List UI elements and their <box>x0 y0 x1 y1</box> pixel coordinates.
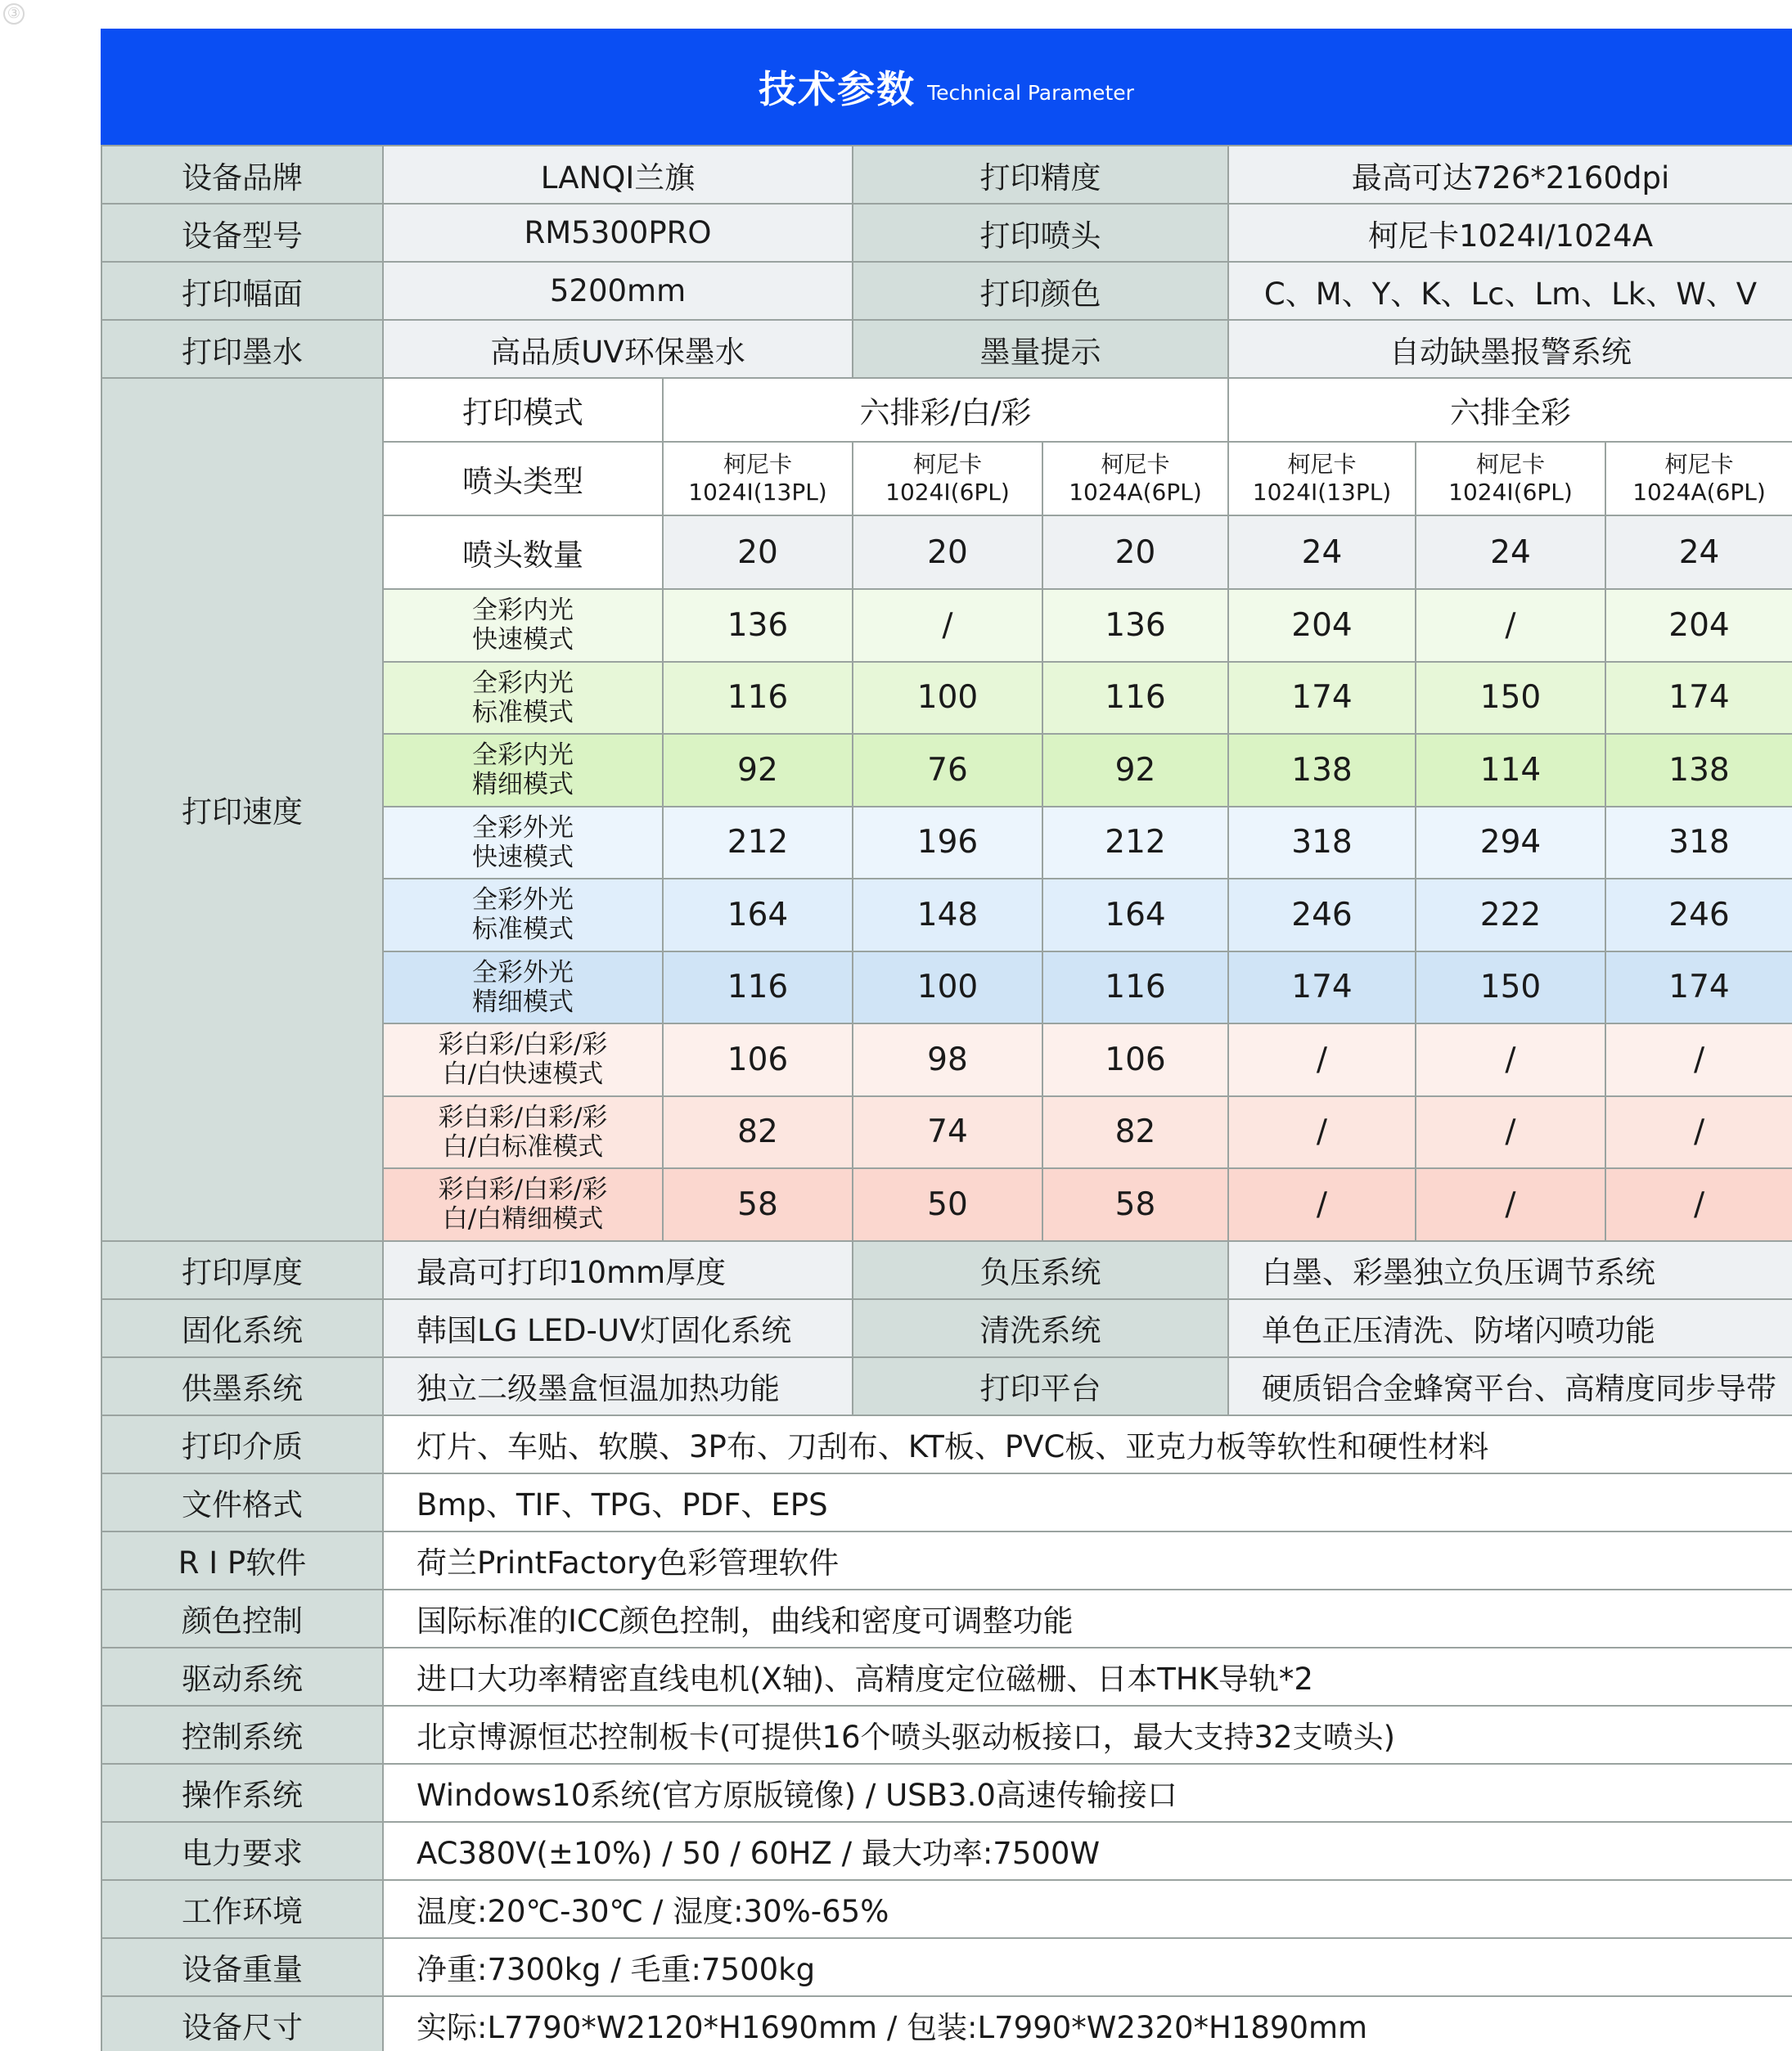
head-type-cell-line-2: 1024I(13PL) <box>1252 479 1392 506</box>
speed-value: 82 <box>663 1096 853 1169</box>
speed-value: / <box>1416 1168 1605 1241</box>
param-value: 5200mm <box>383 262 853 320</box>
param-label: 文件格式 <box>101 1473 383 1532</box>
param-label: 设备重量 <box>101 1938 383 1996</box>
speed-value: 174 <box>1605 662 1792 735</box>
speed-mode-label <box>383 807 663 879</box>
param-label: 固化系统 <box>101 1299 383 1357</box>
speed-mode-label-line-1: 全彩外光 <box>472 957 574 987</box>
speed-value: 98 <box>853 1023 1042 1096</box>
param-value: 国际标准的ICC颜色控制，曲线和密度可调整功能 <box>383 1590 1792 1648</box>
param-value: 净重:7300kg / 毛重:7500kg <box>383 1938 1792 1996</box>
param-value: 独立二级墨盒恒温加热功能 <box>383 1357 853 1415</box>
basic-row <box>101 204 1792 262</box>
param-value: 最高可达726*2160dpi <box>1228 146 1792 204</box>
param-label: 打印平台 <box>853 1357 1228 1415</box>
param-label: 打印厚度 <box>101 1241 383 1299</box>
speed-mode-label-line-2: 白/白标准模式 <box>442 1131 604 1162</box>
param-label: 设备型号 <box>101 204 383 262</box>
param-label: 打印介质 <box>101 1415 383 1473</box>
speed-mode-label-line-2: 白/白精细模式 <box>442 1204 604 1235</box>
spec-table <box>101 145 1792 2051</box>
param-value: Windows10系统(官方原版镜像) / USB3.0高速传输接口 <box>383 1764 1792 1822</box>
param-value: AC380V(±10%) / 50 / 60HZ / 最大功率:7500W <box>383 1822 1792 1880</box>
speed-value: 212 <box>1042 807 1228 879</box>
param-label: 打印颜色 <box>853 262 1228 320</box>
speed-mode-label <box>383 734 663 807</box>
single-row <box>101 1996 1792 2051</box>
single-row <box>101 1880 1792 1938</box>
speed-value: 92 <box>1042 734 1228 807</box>
param-value: Bmp、TIF、TPG、PDF、EPS <box>383 1473 1792 1532</box>
header-title-zh: 技术参数 <box>759 67 916 111</box>
speed-mode-label-line-2: 精细模式 <box>472 770 574 800</box>
param-value: 自动缺墨报警系统 <box>1228 320 1792 378</box>
head-type-cell <box>853 442 1042 515</box>
speed-mode-label <box>383 1023 663 1096</box>
speed-mode-label-line-1: 彩白彩/白彩/彩 <box>438 1030 608 1060</box>
speed-value: / <box>1416 589 1605 662</box>
speed-mode-header-row <box>101 378 1792 442</box>
speed-value: 204 <box>1228 589 1416 662</box>
speed-value: 222 <box>1416 879 1605 951</box>
speed-value: 150 <box>1416 662 1605 735</box>
mode-column-label: 打印模式 <box>383 378 663 442</box>
speed-mode-label-line-1: 全彩内光 <box>472 596 574 626</box>
param-label: 墨量提示 <box>853 320 1228 378</box>
dual-row <box>101 1299 1792 1357</box>
param-value: 单色正压清洗、防堵闪喷功能 <box>1228 1299 1792 1357</box>
speed-value: / <box>1416 1096 1605 1169</box>
speed-value: 106 <box>663 1023 853 1096</box>
speed-value: / <box>1605 1168 1792 1241</box>
speed-mode-label <box>383 589 663 662</box>
speed-value: 212 <box>663 807 853 879</box>
param-label: 清洗系统 <box>853 1299 1228 1357</box>
param-value: 白墨、彩墨独立负压调节系统 <box>1228 1241 1792 1299</box>
speed-value: 82 <box>1042 1096 1228 1169</box>
param-label: 打印墨水 <box>101 320 383 378</box>
group-header-2: 六排全彩 <box>1228 378 1792 442</box>
group-header-1: 六排彩/白/彩 <box>663 378 1228 442</box>
speed-mode-label-line-2: 白/白快速模式 <box>442 1059 604 1090</box>
speed-value: 116 <box>1042 951 1228 1024</box>
speed-mode-label-line-2: 快速模式 <box>472 842 574 872</box>
param-label: 驱动系统 <box>101 1648 383 1706</box>
single-row <box>101 1938 1792 1996</box>
param-value: 温度:20℃-30℃ / 湿度:30%-65% <box>383 1880 1792 1938</box>
param-value: 高品质UV环保墨水 <box>383 320 853 378</box>
speed-value: / <box>1416 1023 1605 1096</box>
speed-mode-label-line-2: 标准模式 <box>472 697 574 727</box>
head-count-cell: 24 <box>1416 515 1605 589</box>
head-type-cell <box>1605 442 1792 515</box>
single-row <box>101 1706 1792 1764</box>
param-value: 北京博源恒芯控制板卡(可提供16个喷头驱动板接口，最大支持32支喷头) <box>383 1706 1792 1764</box>
dual-row <box>101 1241 1792 1299</box>
param-label: 控制系统 <box>101 1706 383 1764</box>
head-type-cell <box>1228 442 1416 515</box>
speed-value: 136 <box>663 589 853 662</box>
speed-mode-label-line-2: 标准模式 <box>472 915 574 945</box>
speed-mode-label <box>383 1168 663 1241</box>
param-value: RM5300PRO <box>383 204 853 262</box>
head-type-cell-line-1: 柯尼卡 <box>1287 451 1357 478</box>
speed-value: 318 <box>1228 807 1416 879</box>
speed-value: 138 <box>1605 734 1792 807</box>
param-label: 打印喷头 <box>853 204 1228 262</box>
head-type-cell <box>1042 442 1228 515</box>
param-label: 工作环境 <box>101 1880 383 1938</box>
header-banner <box>101 29 1792 145</box>
single-row <box>101 1648 1792 1706</box>
speed-value: 136 <box>1042 589 1228 662</box>
param-value: 荷兰PrintFactory色彩管理软件 <box>383 1532 1792 1590</box>
speed-value: / <box>1228 1096 1416 1169</box>
speed-value: 74 <box>853 1096 1042 1169</box>
head-type-cell <box>1416 442 1605 515</box>
speed-value: 196 <box>853 807 1042 879</box>
single-row <box>101 1415 1792 1473</box>
speed-value: 116 <box>1042 662 1228 735</box>
speed-mode-label <box>383 662 663 735</box>
speed-value: 164 <box>1042 879 1228 951</box>
single-row <box>101 1764 1792 1822</box>
speed-mode-label <box>383 951 663 1024</box>
head-type-cell-line-2: 1024I(6PL) <box>885 479 1010 506</box>
head-type-cell-line-2: 1024A(6PL) <box>1632 479 1766 506</box>
speed-value: 116 <box>663 951 853 1024</box>
speed-value: 174 <box>1228 951 1416 1024</box>
speed-mode-label-line-2: 精细模式 <box>472 987 574 1017</box>
basic-row <box>101 262 1792 320</box>
param-label: 打印精度 <box>853 146 1228 204</box>
speed-mode-label-line-1: 全彩外光 <box>472 812 574 843</box>
param-value: 实际:L7790*W2120*H1690mm / 包装:L7990*W2320*H1890mm <box>383 1996 1792 2051</box>
speed-value: 204 <box>1605 589 1792 662</box>
basic-row <box>101 320 1792 378</box>
speed-value: / <box>1228 1023 1416 1096</box>
speed-value: 294 <box>1416 807 1605 879</box>
param-label: 设备尺寸 <box>101 1996 383 2051</box>
speed-mode-label-line-1: 全彩内光 <box>472 740 574 771</box>
single-row <box>101 1590 1792 1648</box>
param-value: 硬质铝合金蜂窝平台、高精度同步导带 <box>1228 1357 1792 1415</box>
speed-value: / <box>1605 1023 1792 1096</box>
speed-value: 100 <box>853 662 1042 735</box>
speed-value: / <box>1228 1168 1416 1241</box>
speed-value: / <box>853 589 1042 662</box>
speed-value: 150 <box>1416 951 1605 1024</box>
speed-value: / <box>1605 1096 1792 1169</box>
speed-value: 148 <box>853 879 1042 951</box>
speed-mode-label-line-1: 彩白彩/白彩/彩 <box>438 1102 608 1132</box>
param-value: 柯尼卡1024I/1024A <box>1228 204 1792 262</box>
page-number-mark: ③ <box>3 3 25 25</box>
basic-row <box>101 146 1792 204</box>
speed-value: 58 <box>663 1168 853 1241</box>
single-row <box>101 1532 1792 1590</box>
speed-mode-label-line-1: 全彩内光 <box>472 668 574 698</box>
single-row <box>101 1473 1792 1532</box>
speed-value: 246 <box>1605 879 1792 951</box>
head-type-label: 喷头类型 <box>383 442 663 515</box>
speed-section-label: 打印速度 <box>101 378 383 1241</box>
param-label: 操作系统 <box>101 1764 383 1822</box>
speed-value: 92 <box>663 734 853 807</box>
head-count-cell: 24 <box>1605 515 1792 589</box>
speed-mode-label-line-1: 全彩外光 <box>472 885 574 915</box>
head-count-label: 喷头数量 <box>383 515 663 589</box>
head-type-cell-line-1: 柯尼卡 <box>1101 451 1170 478</box>
head-type-cell-line-2: 1024A(6PL) <box>1069 479 1202 506</box>
head-type-cell-line-2: 1024I(13PL) <box>688 479 827 506</box>
param-label: R I P软件 <box>101 1532 383 1590</box>
head-type-cell <box>663 442 853 515</box>
param-value: LANQI兰旗 <box>383 146 853 204</box>
speed-value: 246 <box>1228 879 1416 951</box>
speed-value: 106 <box>1042 1023 1228 1096</box>
speed-mode-label-line-1: 彩白彩/白彩/彩 <box>438 1175 608 1205</box>
speed-value: 174 <box>1228 662 1416 735</box>
speed-value: 76 <box>853 734 1042 807</box>
param-value: C、M、Y、K、Lc、Lm、Lk、W、V <box>1228 262 1792 320</box>
head-count-cell: 20 <box>853 515 1042 589</box>
header-title-en: Technical Parameter <box>927 80 1134 105</box>
head-type-cell-line-1: 柯尼卡 <box>723 451 792 478</box>
head-count-cell: 20 <box>1042 515 1228 589</box>
speed-mode-label <box>383 1096 663 1169</box>
param-value: 韩国LG LED-UV灯固化系统 <box>383 1299 853 1357</box>
param-label: 电力要求 <box>101 1822 383 1880</box>
single-row <box>101 1822 1792 1880</box>
speed-value: 174 <box>1605 951 1792 1024</box>
speed-value: 116 <box>663 662 853 735</box>
param-value: 灯片、车贴、软膜、3P布、刀刮布、KT板、PVC板、亚克力板等软性和硬性材料 <box>383 1415 1792 1473</box>
head-count-cell: 20 <box>663 515 853 589</box>
head-type-cell-line-1: 柯尼卡 <box>1475 451 1545 478</box>
speed-value: 58 <box>1042 1168 1228 1241</box>
head-type-cell-line-1: 柯尼卡 <box>912 451 982 478</box>
param-label: 负压系统 <box>853 1241 1228 1299</box>
param-value: 进口大功率精密直线电机(X轴)、高精度定位磁栅、日本THK导轨*2 <box>383 1648 1792 1706</box>
head-count-cell: 24 <box>1228 515 1416 589</box>
head-type-cell-line-1: 柯尼卡 <box>1664 451 1734 478</box>
speed-value: 318 <box>1605 807 1792 879</box>
speed-value: 114 <box>1416 734 1605 807</box>
param-label: 设备品牌 <box>101 146 383 204</box>
speed-value: 100 <box>853 951 1042 1024</box>
param-value: 最高可打印10mm厚度 <box>383 1241 853 1299</box>
dual-row <box>101 1357 1792 1415</box>
speed-value: 164 <box>663 879 853 951</box>
head-type-cell-line-2: 1024I(6PL) <box>1448 479 1573 506</box>
speed-mode-label-line-2: 快速模式 <box>472 625 574 655</box>
speed-mode-label <box>383 879 663 951</box>
param-label: 颜色控制 <box>101 1590 383 1648</box>
speed-value: 138 <box>1228 734 1416 807</box>
param-label: 供墨系统 <box>101 1357 383 1415</box>
speed-value: 50 <box>853 1168 1042 1241</box>
spec-sheet <box>101 29 1792 2051</box>
param-label: 打印幅面 <box>101 262 383 320</box>
